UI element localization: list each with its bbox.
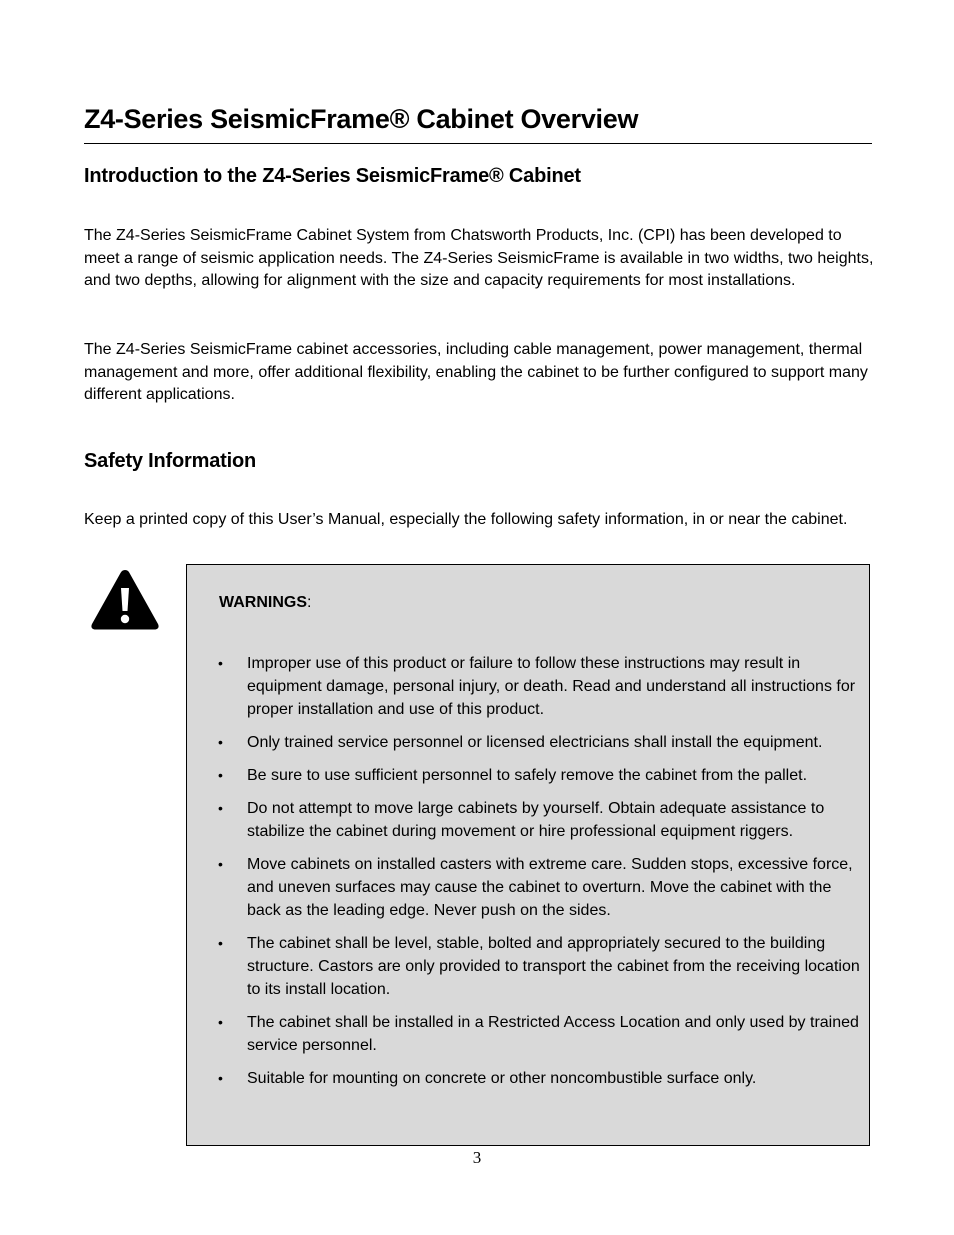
warning-item [187,1011,869,1057]
warning-text: Only trained service personnel or licensed electricians shall install the equipment. [247,734,823,751]
warnings-label-colon: : [307,594,312,611]
bullet: • [218,1014,223,1030]
bullet: • [218,734,223,750]
bullet: • [218,800,223,816]
warning-item [187,853,869,922]
warnings-label-text: WARNINGS [219,594,307,611]
page-title: Z4-Series SeismicFrame® Cabinet Overview [84,104,639,134]
intro-paragraph-1: The Z4-Series SeismicFrame Cabinet System from Chatsworth Products, Inc. (CPI) has been developed to meet a range of seismic application needs. The Z4-Series SeismicFrame is available in two widths, two heights, and two depths, allowing for alignment with the size and capacity requirements for most installations. [84,227,874,290]
warnings-box [186,564,870,1146]
warning-text: Be sure to use sufficient personnel to safely remove the cabinet from the pallet. [247,767,808,784]
bullet: • [218,767,223,783]
bullet: • [218,935,223,951]
warning-text: The cabinet shall be installed in a Restricted Access Location and only used by trained service personnel. [247,1014,859,1054]
safety-paragraph: Keep a printed copy of this User’s Manual, especially the following safety information, in or near the cabinet. [84,511,848,528]
warning-text: Improper use of this product or failure to follow these instructions may result in equipment damage, personal injury, or death. Read and understand all instructions for proper installation and use of this product. [247,655,856,718]
warning-item [187,731,869,754]
warning-text: Move cabinets on installed casters with extreme care. Sudden stops, excessive force, and uneven surfaces may cause the cabinet to overturn. Move the cabinet with the back as the leading edge. Never push on the sides. [247,856,853,919]
warning-item [187,652,869,721]
bullet: • [218,1070,223,1086]
intro-paragraph-2: The Z4-Series SeismicFrame cabinet accessories, including cable management, power management, thermal management and more, offer additional flexibility, enabling the cabinet to be further configured to support many different applications. [84,341,868,404]
intro-heading: Introduction to the Z4-Series SeismicFrame® Cabinet [84,165,581,187]
bullet: • [218,655,223,671]
warning-text: Do not attempt to move large cabinets by yourself. Obtain adequate assistance to stabilize the cabinet during movement or hire professional equipment riggers. [247,800,825,840]
warning-triangle-icon [90,568,160,631]
warning-item [187,797,869,843]
warning-text: Suitable for mounting on concrete or other noncombustible surface only. [247,1070,757,1087]
title-divider [84,143,872,144]
warning-text: The cabinet shall be level, stable, bolted and appropriately secured to the building structure. Castors are only provided to transport the cabinet from the receiving location to its install location. [247,935,860,998]
bullet: • [218,856,223,872]
warning-item [187,764,869,787]
warning-item [187,932,869,1001]
warning-item [187,1067,869,1090]
warnings-label [219,594,311,612]
warnings-list [187,652,869,1100]
page-number: 3 [472,1148,482,1167]
safety-heading: Safety Information [84,450,256,472]
